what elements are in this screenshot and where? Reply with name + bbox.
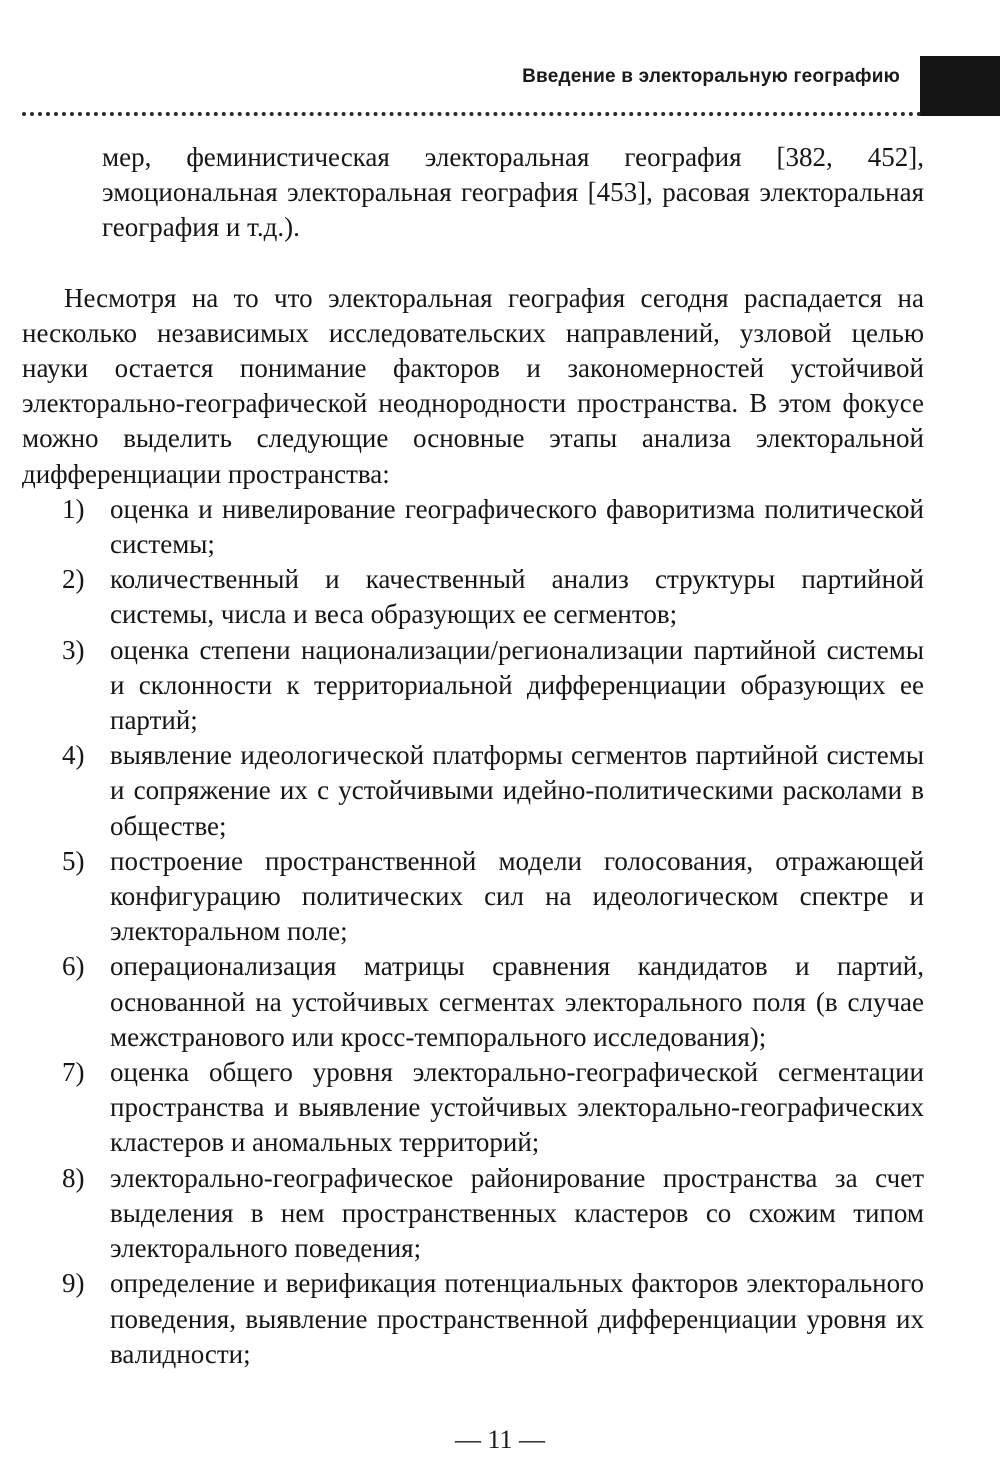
list-item-text: оценка и нивелирование географического фаворитизма политической системы; [110,493,924,560]
list-item [22,949,924,1055]
header-dotted-rule [22,112,922,116]
list-item-text: определение и верификация потенциальных факторов электорального поведения, выявление пространственной дифференциации уровня их валидности; [110,1268,924,1369]
list-item [22,492,924,562]
list-item-text: количественный и качественный анализ структуры партийной системы, числа и веса образующих ее сегментов; [110,564,924,630]
running-header-title: Введение в электоральную географию [522,66,900,87]
list-item-number: 1) [62,493,85,524]
list-item [22,633,924,739]
list-item [22,1055,924,1161]
list-item [22,738,924,844]
list-item-number: 4) [62,740,85,771]
list-item-number: 8) [62,1162,85,1193]
list-item-text: выявление идеологической платформы сегментов партийной системы и сопряжение их с устойчивыми идейно-политическими расколами в обществе; [110,740,924,841]
list-item-number: 5) [62,845,85,876]
list-item-text: оценка общего уровня электорально-географической сегментации пространства и выявление устойчивых электорально-географических кластеров и аномальных территорий; [110,1057,924,1158]
list-item-number: 3) [62,634,85,665]
page-body [22,140,924,1372]
list-item-text: операционализация матрицы сравнения кандидатов и партий, основанной на устойчивых сегментах электорального поля (в случае межстранового или кросс-темпорального исследования); [110,951,924,1052]
list-item [22,1161,924,1267]
page-number: — 11 — [454,1425,546,1454]
body-paragraph: Несмотря на то что электоральная география сегодня распадается на несколько независимых исследовательских направлений, узловой целью науки остается понимание факторов и закономерностей устойчивой электорально-географической неоднородности пространства. В этом фокусе можно выделить следующие основные этапы анализа электоральной дифференциации пространства: [22,282,924,489]
list-item-number: 6) [62,951,85,982]
list-item-number: 2) [62,564,85,595]
list-item [22,1266,924,1372]
chapter-tab-marker [920,56,1000,116]
list-item [22,844,924,950]
list-item-number: 7) [62,1057,85,1088]
continued-text: мер, феминистическая электоральная география [382, 452], эмоциональная электоральная география [453], расовая электоральная география и т.д.). [102,142,924,243]
list-item-text: оценка степени национализации/регионализации партийной системы и склонности к территориальной дифференциации образующих ее партий; [110,634,924,736]
analysis-steps-list [22,492,924,1372]
list-item-number: 9) [62,1268,85,1299]
list-item [22,562,924,632]
list-item-text: электорально-географическое районирование пространства за счет выделения в нем пространственных кластеров со схожим типом электорального поведения; [110,1162,924,1264]
list-item-text: построение пространственной модели голосования, отражающей конфигурацию политических сил на идеологическом спектре и электоральном поле; [110,845,924,947]
